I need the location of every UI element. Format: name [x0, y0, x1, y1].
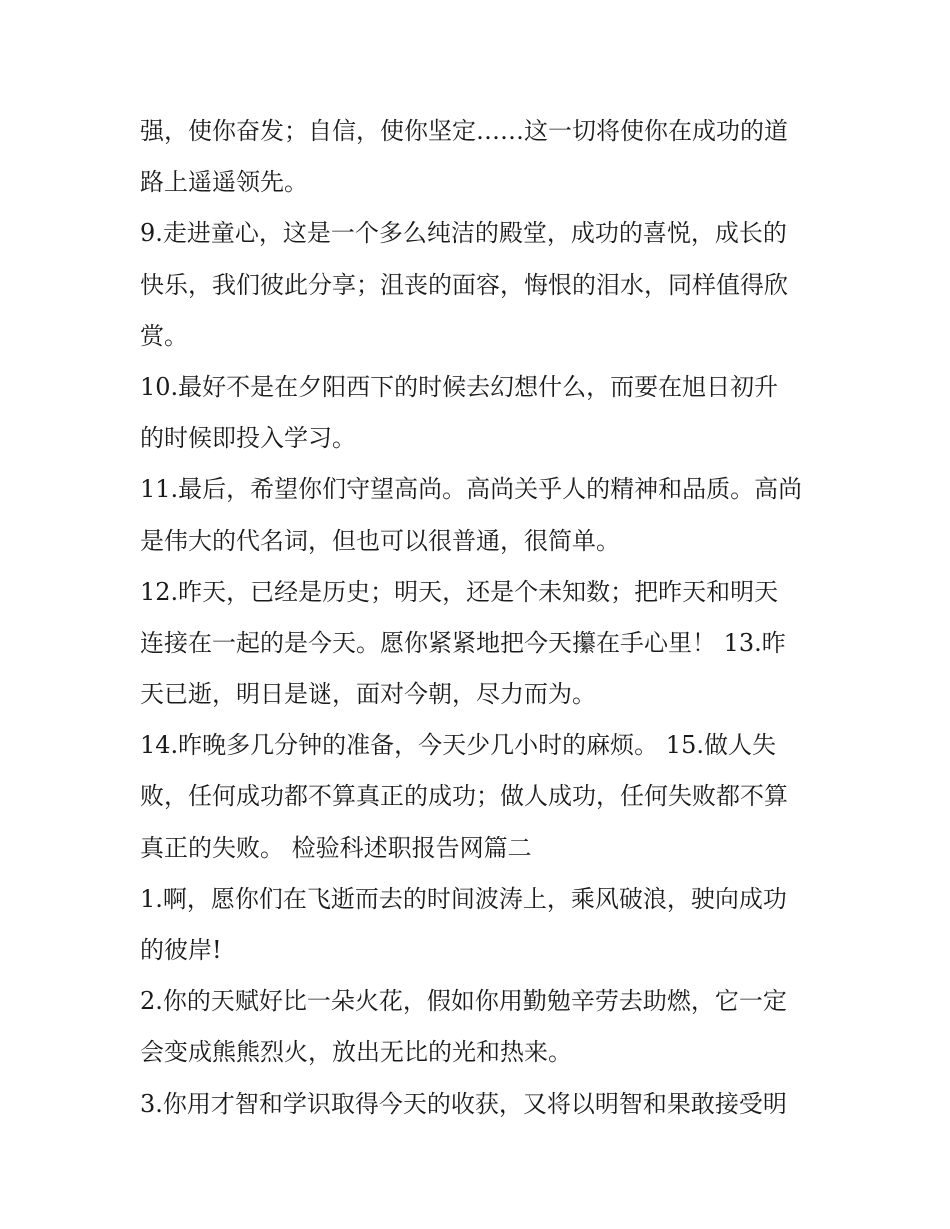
text-line: 是伟大的代名词，但也可以很普通，很简单。 [140, 526, 620, 555]
text-line: 赏。 [140, 321, 188, 350]
text-line: 败，任何成功都不算真正的成功；做人成功，任何失败都不算 [140, 782, 788, 811]
text-line: 的彼岸! [140, 936, 222, 964]
text-line: 11.最后，希望你们守望高尚。高尚关乎人的精神和品质。高尚 [140, 475, 803, 504]
text-line: 10.最好不是在夕阳西下的时候去幻想什么，而要在旭日初升 [140, 372, 779, 401]
text-line: 14.昨晚多几分钟的准备，今天少几小时的麻烦。 15.做人失 [140, 731, 776, 760]
text-line: 1.啊，愿你们在飞逝而去的时间波涛上，乘风破浪，驶向成功 [140, 884, 787, 913]
text-line: 快乐，我们彼此分享；沮丧的面容，悔恨的泪水，同样值得欣 [140, 270, 788, 299]
text-line: 12.昨天，已经是历史；明天，还是个未知数；把昨天和明天 [140, 577, 779, 606]
text-line: 天已逝，明日是谜，面对今朝，尽力而为。 [140, 680, 596, 709]
text-line: 9.走进童心，这是一个多么纯洁的殿堂，成功的喜悦，成长的 [140, 219, 787, 248]
text-line: 3.你用才智和学识取得今天的收获，又将以明智和果敢接受明 [140, 1089, 787, 1118]
text-line: 2.你的天赋好比一朵火花，假如你用勤勉辛劳去助燃，它一定 [140, 987, 787, 1016]
text-line: 强，使你奋发；自信，使你坚定……这一切将使你在成功的道 [140, 117, 788, 145]
text-line: 的时候即投入学习。 [140, 424, 356, 453]
text-line: 连接在一起的是今天。愿你紧紧地把今天攥在手心里！ 13.昨 [140, 628, 786, 657]
document-body [140, 106, 820, 1130]
text-line: 真正的失败。 检验科述职报告网篇二 [140, 833, 532, 862]
text-line: 会变成熊熊烈火，放出无比的光和热来。 [140, 1038, 572, 1067]
text-line: 路上遥遥领先。 [140, 168, 308, 197]
